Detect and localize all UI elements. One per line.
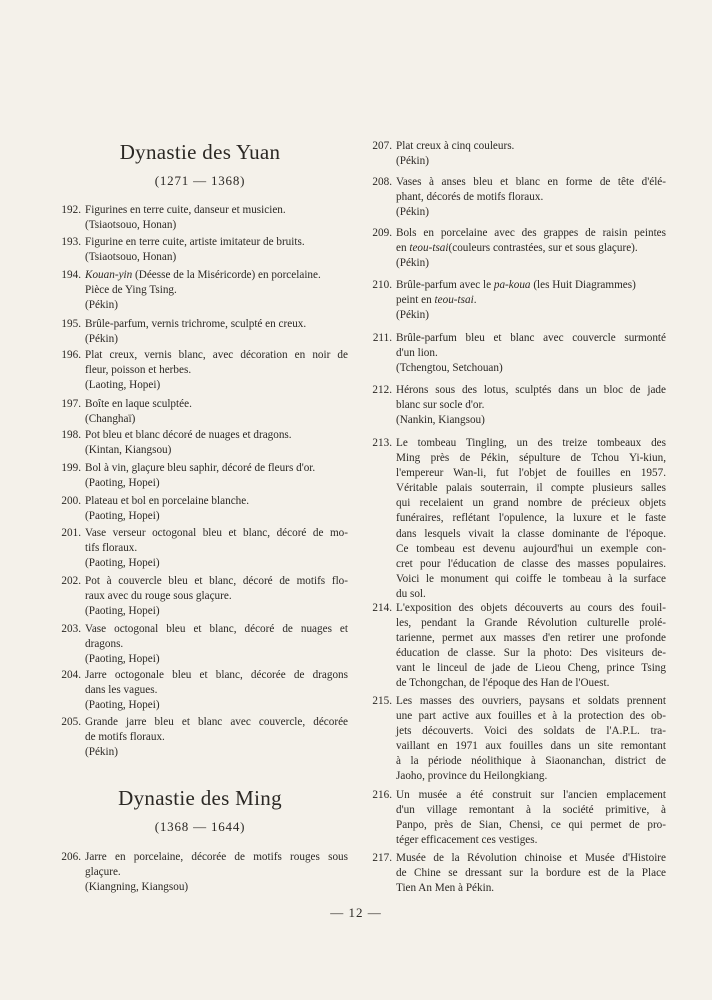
yuan-section-title: Dynastie des Yuan	[119, 140, 281, 164]
ming-section-title: Dynastie des Ming	[118, 786, 282, 810]
ming-section-years: (1368 — 1644)	[154, 819, 246, 834]
page-number: — 12 —	[330, 905, 382, 920]
yuan-section-years: (1271 — 1368)	[154, 173, 246, 188]
left-column: Dynastie des Yuan (1271 — 1368) 192. Figurines en terre cuite, danseur et musicien. (Tsiaotsouo, Honan) 193. Figurine en terre cuite, artiste imitateur de bruits. (Tsiaotsouo, Honan) 194. Kouan-yin (Déesse de la Miséricorde) en porcelaine. Pièce de Ying Tsing. (Pékin) 195. Brûle-parfum, vernis trichrome, sculpté en creux. (Pékin) 196. Plat creux, vernis blanc, avec décoration en noir de fleur, poisson et herbes. (Laoting, Hopei) 197. Boîte en laque sculptée. (Changhaï) 198. Pot bleu et blanc décoré de nuages et dragons. (Kintan, Kiangsou) 199. Bol à vin, glaçure bleu saphir, décoré de fleurs d'or. (Paoting, Hopei) 200. Plateau et bol en porcelaine blanche. (Paoting, Hopei) 201. Vase verseur octogonal bleu et blanc, décoré de mo- tifs floraux. (Paoting, Hopei) 202. Pot à couvercle bleu et blanc, décoré de motifs flo- raux avec du rouge sous glaçure. (Paoting, Hopei) 203. Vase octogonal bleu et blanc, décoré de nuages et dragons. (Paoting, Hopei) 204. Jarre octogonale bleu et blanc, décorée de dragons dans les vagues. (Paoting, Hopei) 205. Grande jarre bleu et blanc avec couvercle, décorée de motifs floraux. (Pékin) Dynastie des Ming (1368 — 1644) 206. Jarre en porcelaine, décorée de motifs rouges sous glaçure. (Kiangning, Kiangsou)	[52, 0, 348, 1000]
right-column: 207. Plat creux à cinq couleurs. (Pékin) 208. Vases à anses bleu et blanc en forme de tête d'élé- phant, décorés de motifs floraux. (Pékin) 209. Bols en porcelaine avec des grappes de raisin peintes en teou-tsai(couleurs contrastées, sur et sous glaçure). (Pékin) 210. Brûle-parfum avec le pa-koua (les Huit Diagrammes) peint en teou-tsai. (Pékin) 211. Brûle-parfum bleu et blanc avec couvercle surmonté d'un lion. (Tchengtou, Setchouan) 212. Hérons sous des lotus, sculptés dans un bloc de jade blanc sur socle d'or. (Nankin, Kiangsou) 213. Le tombeau Tingling, un des treize tombeaux des Ming près de Pékin, sépulture de Tchou Yi-kiun, l'empereur Wan-li, fut l'objet de fouilles en 1957. Véritable palais souterrain, il compte plusieurs salles qui recelaient un grand nombre de précieux objets funéraires, reflétant l'opulence, la luxure et le faste dans lesquels vivait la classe dominante de l'époque. Ce tombeau est devenu aujourd'hui un exemple con- cret pour l'éducation de classe des masses populaires. Voici le monument qui coiffe le tombeau à la surface du sol. 214. L'exposition des objets découverts au cours des fouil- les, pendant la Grande Révolution culturelle prolé- tarienne, permet aux masses d'en retirer une profonde éducation de classe. Sur la photo: Des visiteurs de- vant le linceul de jade de Lieou Cheng, prince Tsing de Tchongchan, de l'époque des Han de l'Ouest. 215. Les masses des ouvriers, paysans et soldats prennent une part active aux fouilles et à la protection des ob- jets découverts. Voici des soldats de l'A.P.L. tra- vaillant en 1971 aux fouilles dans un site remontant à la période néolithique à Siaonanchan, district de Jaoho, province du Heilongkiang. 216. Un musée a été construit sur l'ancien emplacement d'un village remontant à la société primitive, à Panpo, près de Sian, Chensi, ce qui permet de pro- téger efficacement ces vestiges. 217. Musée de la Révolution chinoise et Musée d'Histoire de Chine se dressant sur la bordure est de la Place Tien An Men à Pékin.	[372, 140, 666, 895]
